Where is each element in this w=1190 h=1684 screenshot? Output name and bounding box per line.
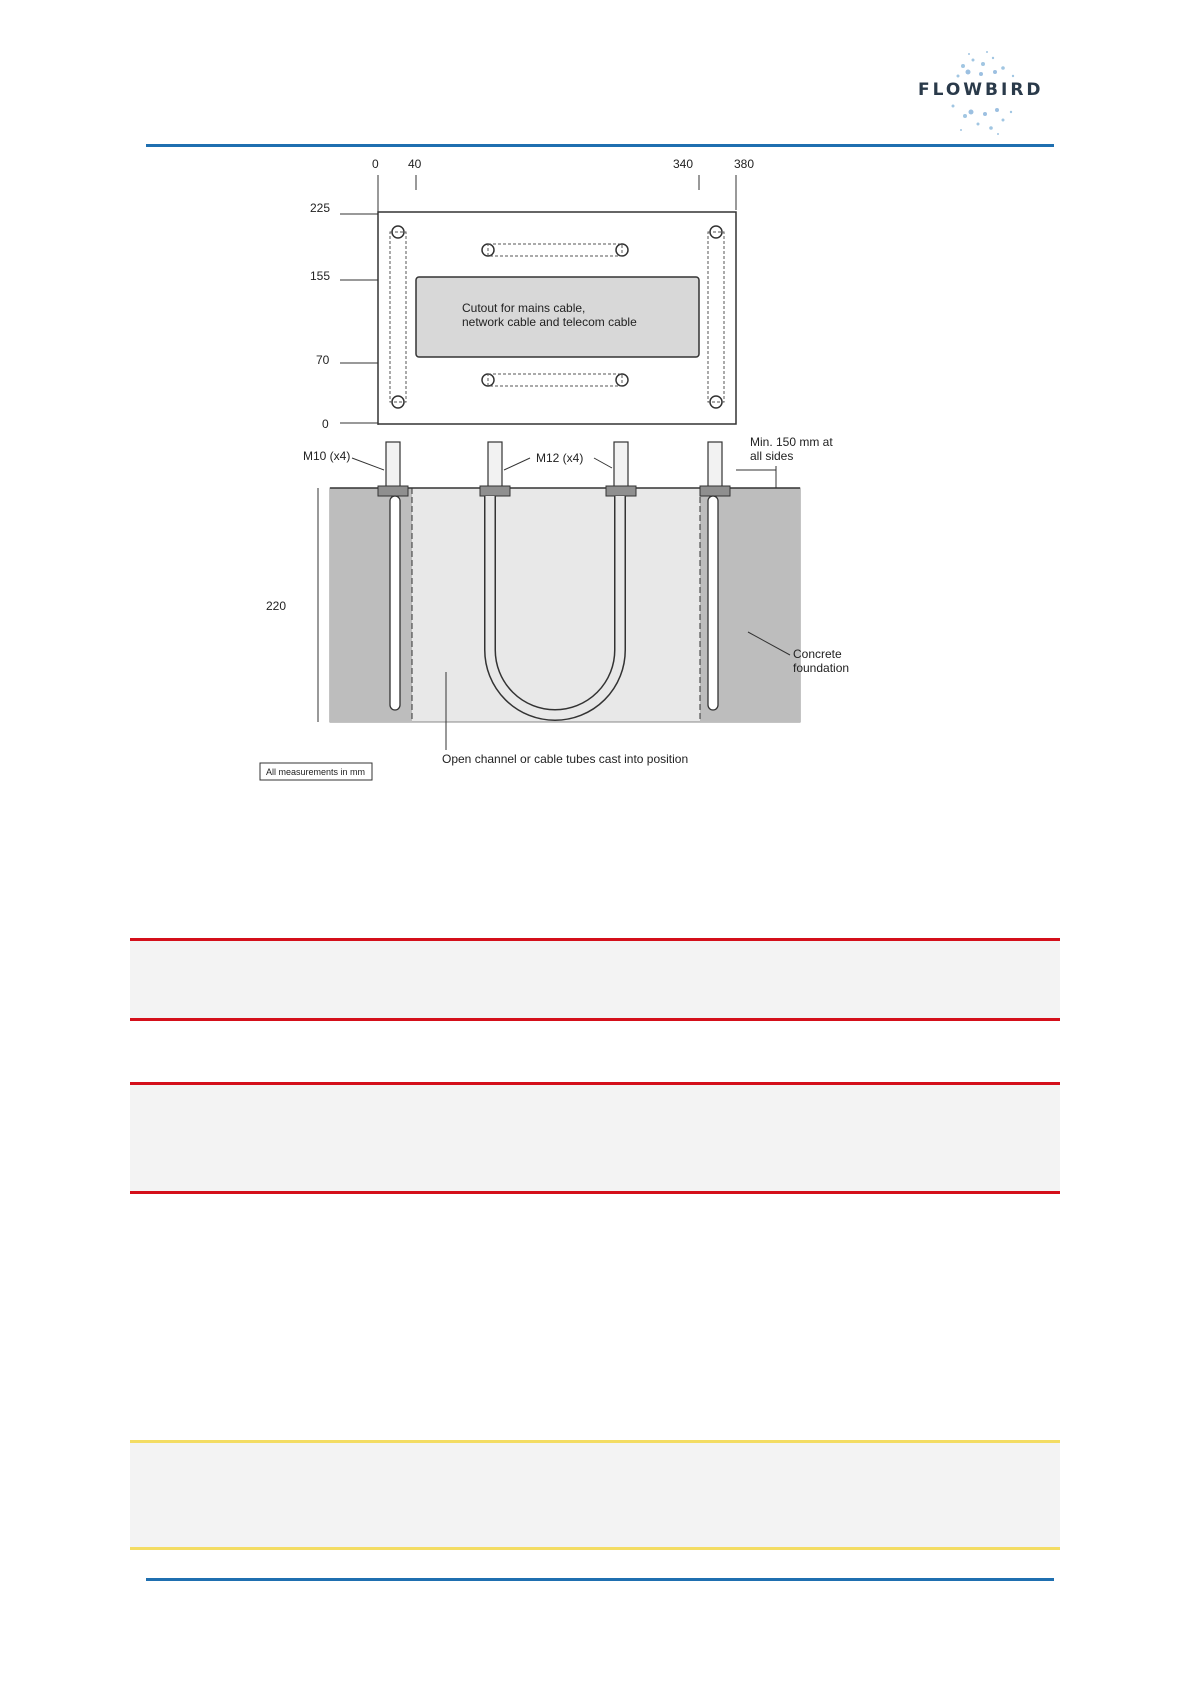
bolt-m12-label: M12 (x4) — [536, 451, 584, 465]
note-box — [130, 1440, 1060, 1550]
cutout-label-line2: network cable and telecom cable — [462, 315, 637, 329]
footer-rule — [146, 1578, 1054, 1581]
x-tick-0: 0 — [372, 157, 379, 171]
depth-label: 220 — [266, 599, 287, 613]
bolt-m10-label: M10 (x4) — [303, 449, 351, 463]
y-tick-155: 155 — [310, 269, 331, 283]
channel-label: Open channel or cable tubes cast into position — [442, 752, 689, 766]
y-tick-70: 70 — [316, 353, 330, 367]
units-note: All measurements in mm — [266, 767, 366, 777]
foundation-diagram — [240, 150, 890, 790]
x-tick-340: 340 — [673, 157, 694, 171]
x-tick-40: 40 — [408, 157, 422, 171]
header-rule — [146, 144, 1054, 147]
warning-box-1 — [130, 938, 1060, 1021]
concrete-line1: Concrete — [793, 647, 842, 661]
y-tick-0: 0 — [322, 417, 329, 431]
concrete-line2: foundation — [793, 661, 850, 675]
warning-box-2 — [130, 1082, 1060, 1194]
logo-wordmark: FLOWBIRD — [918, 80, 1044, 100]
y-tick-225: 225 — [310, 201, 331, 215]
cutout-label-line1: Cutout for mains cable, — [462, 301, 586, 315]
x-tick-380: 380 — [734, 157, 755, 171]
min-distance-line2: all sides — [750, 449, 794, 463]
min-distance-line1: Min. 150 mm at — [750, 435, 833, 449]
